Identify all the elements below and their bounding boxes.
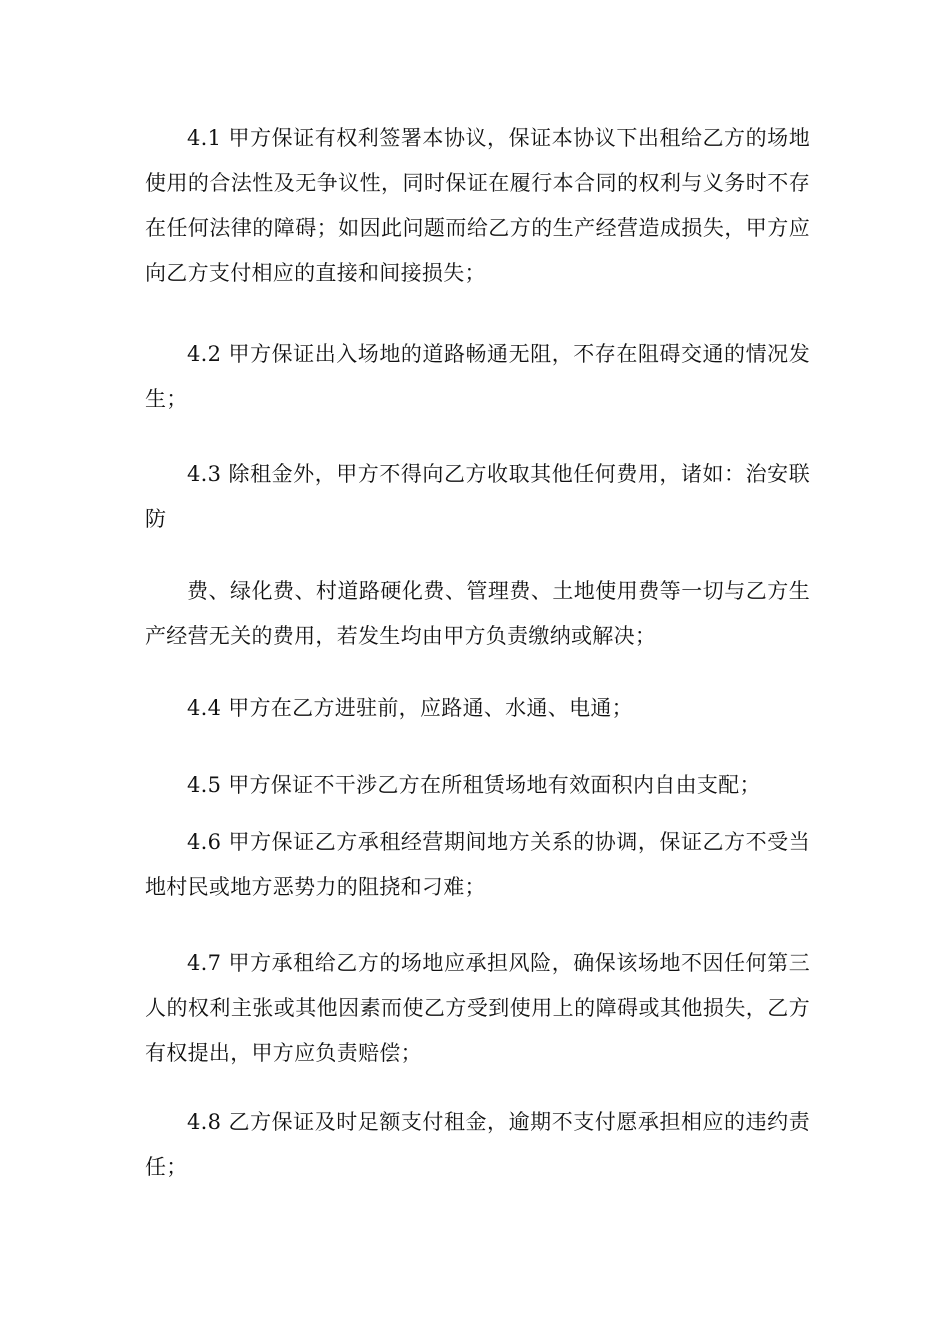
clause-4-6: 4.6 甲方保证乙方承租经营期间地方关系的协调，保证乙方不受当地村民或地方恶势力的阻挠和刁难； (145, 830, 810, 899)
clause-4-1: 4.1 甲方保证有权利签署本协议，保证本协议下出租给乙方的场地使用的合法性及无争议性，同时保证在履行本合同的权利与义务时不存在任何法律的障碍；如因此问题而给乙方的生产经营造成损失，甲方应向乙方支付相应的直接和间接损失； (145, 126, 810, 285)
clause-4-3: 4.3 除租金外，甲方不得向乙方收取其他任何费用，诸如：治安联防 (145, 462, 810, 531)
clause-4-4: 4.4 甲方在乙方进驻前，应路通、水通、电通； (187, 696, 633, 720)
clause-4-8: 4.8 乙方保证及时足额支付租金，逾期不支付愿承担相应的违约责任； (145, 1110, 810, 1179)
clause-4-3-continued: 费、绿化费、村道路硬化费、管理费、土地使用费等一切与乙方生产经营无关的费用，若发生均由甲方负责缴纳或解决； (145, 579, 810, 648)
clause-4-5: 4.5 甲方保证不干涉乙方在所租赁场地有效面积内自由支配； (187, 773, 761, 797)
clause-4-2: 4.2 甲方保证出入场地的道路畅通无阻，不存在阻碍交通的情况发生； (145, 342, 810, 411)
clause-4-7: 4.7 甲方承租给乙方的场地应承担风险，确保该场地不因任何第三人的权利主张或其他因素而使乙方受到使用上的障碍或其他损失，乙方有权提出，甲方应负责赔偿； (145, 951, 810, 1065)
